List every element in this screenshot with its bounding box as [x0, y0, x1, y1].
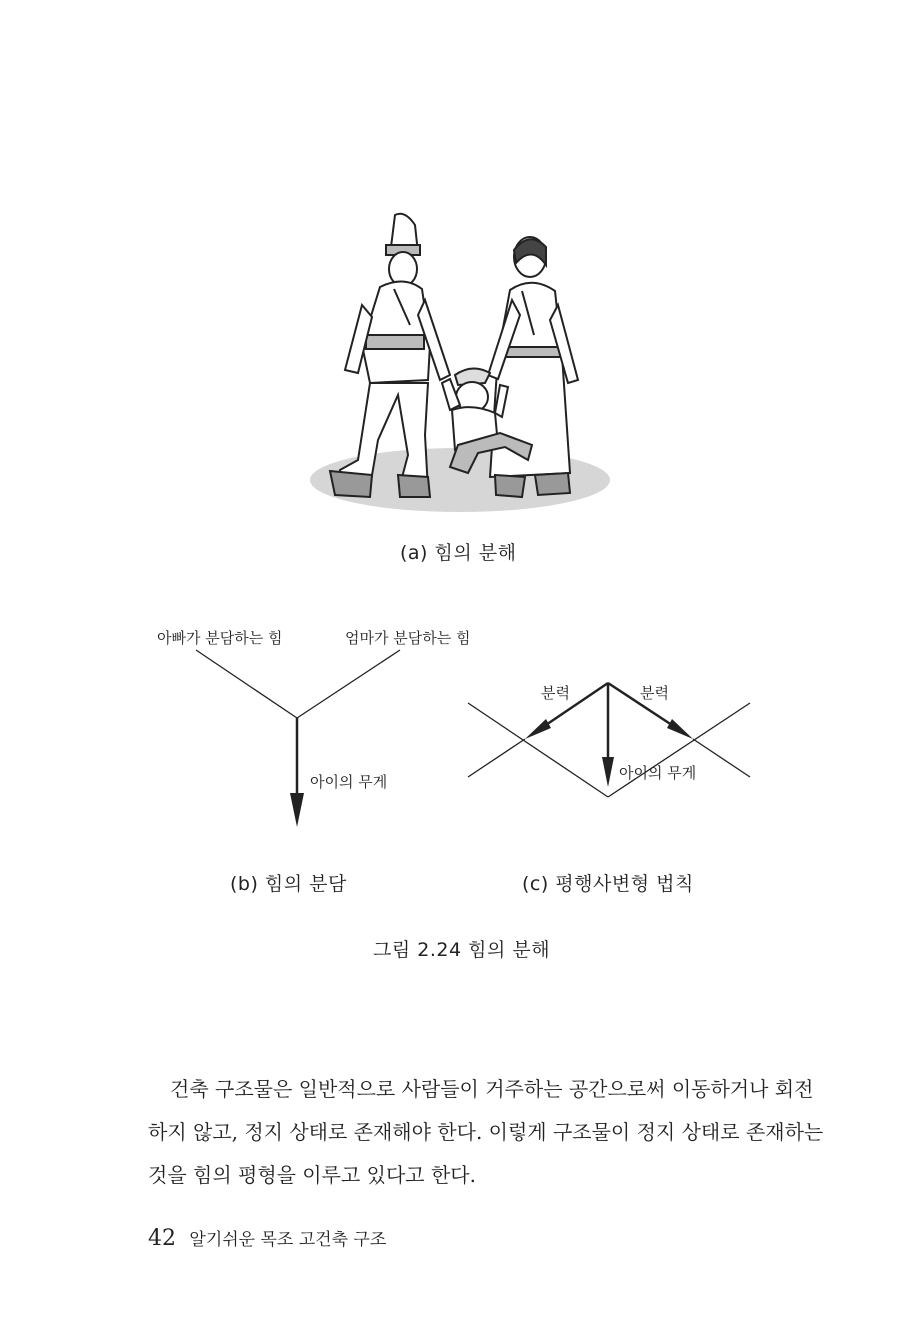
left-side-line — [468, 703, 608, 797]
label-mother-force: 엄마가 분담하는 힘 — [345, 629, 471, 647]
label-child-weight-c: 아이의 무게 — [619, 764, 697, 782]
body-line-2: 하지 않고, 정지 상태로 존재해야 한다. 이렇게 구조물이 정지 상태로 존재하는 — [148, 1120, 824, 1144]
label-component-right: 분력 — [640, 684, 669, 702]
family-illustration — [300, 205, 620, 525]
label-child-weight-b: 아이의 무게 — [310, 773, 388, 791]
parallelogram-diagram — [465, 675, 755, 805]
body-line-3: 것을 힘의 평형을 이루고 있다고 한다. — [148, 1163, 476, 1187]
body-line-1: 건축 구조물은 일반적으로 사람들이 거주하는 공간으로써 이동하거나 회전 — [170, 1077, 814, 1101]
component-left-arrowhead — [525, 719, 551, 739]
figure-caption: 그림 2.24 힘의 분해 — [373, 939, 551, 961]
caption-c: (c) 평행사변형 법칙 — [522, 873, 694, 895]
left-lower-line — [468, 739, 525, 777]
label-component-left: 분력 — [541, 684, 570, 702]
page-number: 42 — [148, 1226, 176, 1251]
weight-vector-arrowhead — [602, 757, 614, 787]
caption-b: (b) 힘의 분담 — [230, 873, 347, 895]
book-title: 알기쉬운 목조 고건축 구조 — [189, 1230, 387, 1250]
mother-figure — [488, 237, 578, 497]
body-paragraph — [148, 1068, 824, 1197]
right-lower-line — [693, 739, 750, 777]
caption-a: (a) 힘의 분해 — [400, 542, 517, 564]
force-sharing-diagram — [150, 645, 470, 835]
father-force-line — [196, 650, 297, 718]
weight-arrowhead — [290, 793, 304, 827]
component-right-arrowhead — [667, 719, 693, 739]
label-father-force: 아빠가 분담하는 힘 — [157, 629, 283, 647]
mother-force-line — [297, 650, 400, 718]
page-footer — [148, 1225, 386, 1251]
